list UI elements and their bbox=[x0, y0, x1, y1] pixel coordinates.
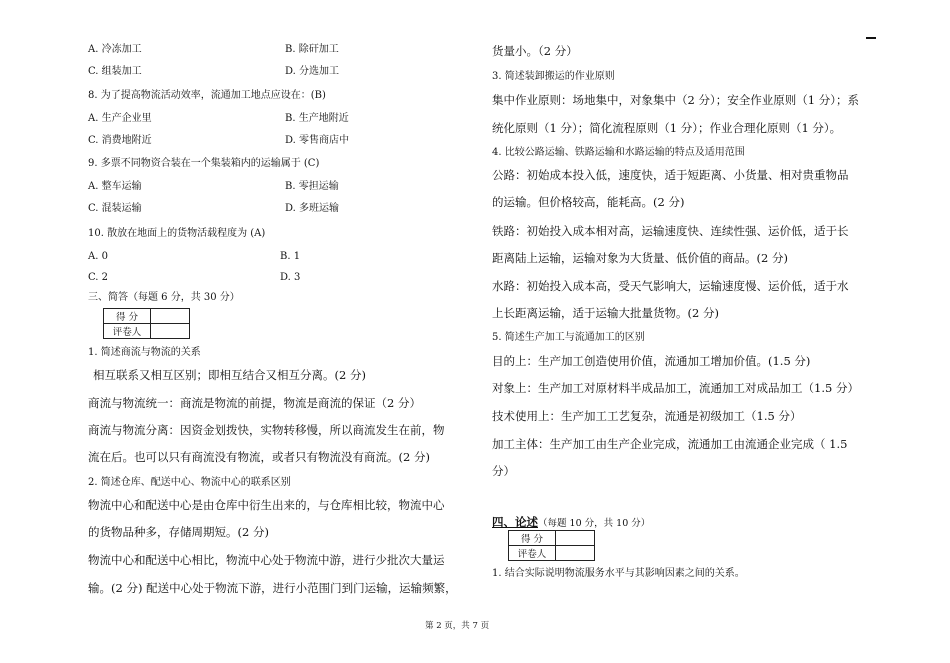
sa4-title: 4. 比较公路运输、铁路运输和水路运输的特点及适用范围 bbox=[492, 147, 745, 158]
sa2-line-4: 输。(2 分) 配送中心处于物流下游，进行小范围门到门运输，运输频繁， bbox=[88, 581, 457, 595]
q9-option-a: A. 整车运输 bbox=[88, 181, 142, 192]
essay-question-1: 1. 结合实际说明物流服务水平与其影响因素之间的关系。 bbox=[492, 568, 745, 579]
score-table-section-4 bbox=[508, 530, 595, 561]
q7-option-a: A. 冷冻加工 bbox=[88, 44, 142, 55]
q9-stem: 9. 多票不同物资合装在一个集装箱内的运输属于 (C) bbox=[88, 158, 320, 169]
section-4-heading bbox=[492, 517, 650, 529]
score-label: 得 分 bbox=[509, 531, 556, 546]
grader-cell[interactable] bbox=[151, 324, 190, 339]
sa4-line-3: 铁路：初始投入成本相对高，运输速度快、连续性强、运价低，适于长 bbox=[492, 224, 849, 238]
sa5-line-3: 技术使用上：生产加工工艺复杂，流通是初级加工（1.5 分） bbox=[492, 409, 802, 423]
sa5-title: 5. 简述生产加工与流通加工的区别 bbox=[492, 332, 645, 343]
q10-option-c: C. 2 bbox=[88, 272, 109, 283]
sa5-line-2: 对象上：生产加工对原材料半成品加工，流通加工对成品加工（1.5 分） bbox=[492, 381, 859, 395]
sa1-line-3: 商流与物流分离：因资金划拨快，实物转移慢，所以商流发生在前，物 bbox=[88, 423, 445, 437]
q10-option-b: B. 1 bbox=[280, 251, 301, 262]
q7-option-c: C. 组装加工 bbox=[88, 66, 142, 77]
q7-option-b: B. 除矸加工 bbox=[285, 44, 339, 55]
sa2-line-1: 物流中心和配送中心是由仓库中衍生出来的，与仓库相比较，物流中心 bbox=[88, 498, 445, 512]
q8-option-c: C. 消费地附近 bbox=[88, 135, 152, 146]
sa1-line-1: 相互联系又相互区别；即相互结合又相互分离。(2 分) bbox=[93, 368, 366, 382]
page-footer: 第 2 页，共 7 页 bbox=[425, 621, 490, 631]
sa1-line-2: 商流与物流统一：商流是物流的前提，物流是商流的保证（2 分） bbox=[88, 396, 421, 410]
score-cell[interactable] bbox=[556, 531, 595, 546]
sa1-title: 1. 简述商流与物流的关系 bbox=[88, 347, 201, 358]
sa4-line-1: 公路：初始成本投入低，速度快，适于短距离、小货量、相对贵重物品 bbox=[492, 168, 849, 182]
q9-option-d: D. 多班运输 bbox=[285, 203, 340, 214]
sa5-line-5: 分） bbox=[492, 464, 515, 478]
sa3-line-2: 统化原则（1 分）；简化流程原则（1 分）；作业合理化原则（1 分）。 bbox=[492, 121, 842, 135]
sa5-line-1: 目的上：生产加工创造使用价值，流通加工增加价值。(1.5 分) bbox=[492, 354, 811, 368]
sa3-line-1: 集中作业原则：场地集中，对象集中（2 分）；安全作业原则（1 分）；系 bbox=[492, 93, 859, 107]
grader-label: 评卷人 bbox=[509, 546, 556, 561]
section-3-heading: 三、简答（每题 6 分，共 30 分） bbox=[88, 292, 240, 303]
sa2-line-2: 的货物品种多，存储周期短。(2 分) bbox=[88, 525, 269, 539]
section-4-title: 四、论述 bbox=[492, 515, 538, 529]
sa4-line-4: 距离陆上运输，运输对象为大货量、低价值的商品。(2 分) bbox=[492, 251, 788, 265]
score-table-section-3 bbox=[103, 308, 190, 339]
sa4-line-5: 水路：初始投入成本高，受天气影响大，运输速度慢、运价低，适于水 bbox=[492, 279, 849, 293]
q10-option-d: D. 3 bbox=[280, 272, 301, 283]
grader-label: 评卷人 bbox=[104, 324, 151, 339]
q10-stem: 10. 散放在地面上的货物活载程度为 (A) bbox=[88, 228, 266, 239]
sa5-line-4: 加工主体：生产加工由生产企业完成，流通加工由流通企业完成（ 1.5 bbox=[492, 437, 848, 451]
right-continued-line: 货量小。（2 分） bbox=[492, 44, 578, 58]
section-4-note: （每题 10 分，共 10 分） bbox=[538, 518, 651, 529]
q9-option-c: C. 混装运输 bbox=[88, 203, 142, 214]
sa1-line-4: 流在后。也可以只有商流没有物流，或者只有物流没有商流。(2 分) bbox=[88, 450, 430, 464]
q7-option-d: D. 分选加工 bbox=[285, 66, 340, 77]
sa3-title: 3. 简述装卸搬运的作业原则 bbox=[492, 71, 615, 82]
q9-option-b: B. 零担运输 bbox=[285, 181, 339, 192]
q8-option-a: A. 生产企业里 bbox=[88, 113, 152, 124]
score-cell[interactable] bbox=[151, 309, 190, 324]
q8-option-b: B. 生产地附近 bbox=[285, 113, 349, 124]
q8-stem: 8. 为了提高物流活动效率，流通加工地点应设在：(B) bbox=[88, 90, 326, 101]
sa2-line-3: 物流中心和配送中心相比，物流中心处于物流中游，进行少批次大量运 bbox=[88, 553, 445, 567]
sa4-line-6: 上长距离运输，适于运输大批量货物。(2 分) bbox=[492, 306, 719, 320]
sa4-line-2: 的运输。但价格较高，能耗高。(2 分) bbox=[492, 195, 685, 209]
sa2-title: 2. 简述仓库、配送中心、物流中心的联系区别 bbox=[88, 477, 291, 488]
grader-cell[interactable] bbox=[556, 546, 595, 561]
q10-option-a: A. 0 bbox=[88, 251, 108, 262]
q8-option-d: D. 零售商店中 bbox=[285, 135, 350, 146]
score-label: 得 分 bbox=[104, 309, 151, 324]
corner-mark bbox=[866, 37, 876, 39]
